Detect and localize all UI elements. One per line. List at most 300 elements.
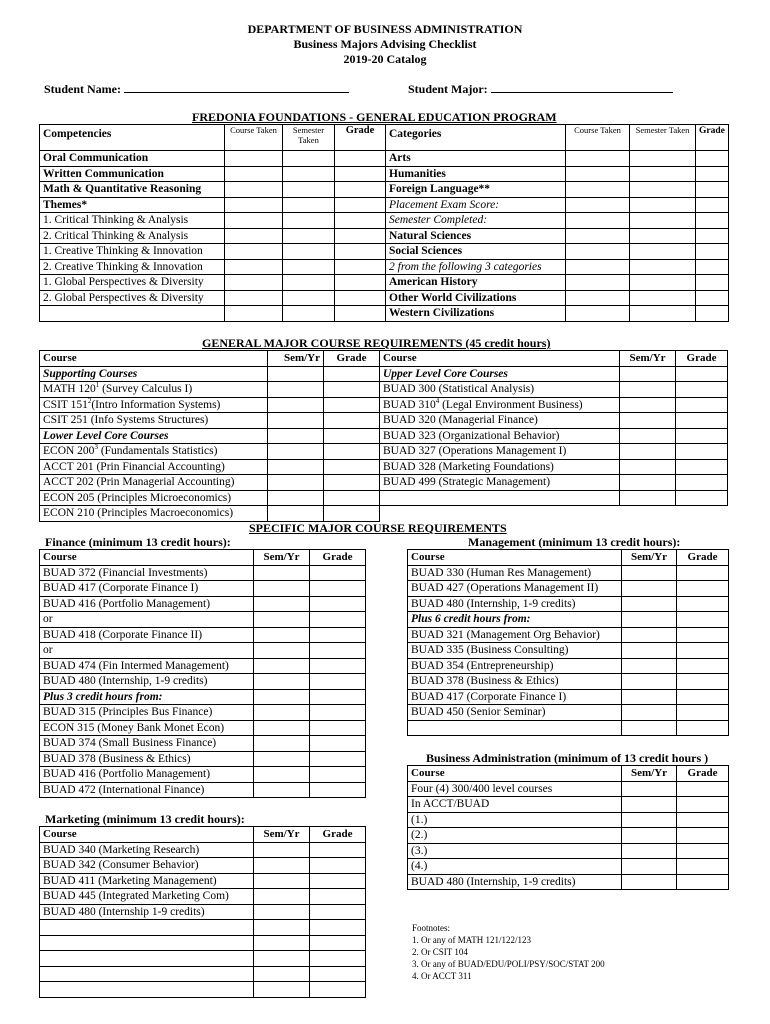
course-taken-cell[interactable]	[225, 275, 283, 291]
grade-cell[interactable]	[310, 627, 366, 643]
grade-cell[interactable]	[677, 612, 729, 628]
grade-cell[interactable]	[696, 275, 729, 291]
semyr-cell[interactable]	[620, 413, 676, 429]
semester-cell[interactable]	[630, 290, 696, 306]
semester-cell[interactable]	[630, 213, 696, 229]
course-cell: BUAD 372 (Financial Investments)	[40, 565, 254, 581]
table-row	[408, 689, 729, 705]
course-taken-cell[interactable]	[566, 182, 630, 198]
table-row	[408, 565, 729, 581]
semester-cell[interactable]	[283, 275, 335, 291]
course-cell: (2.)	[408, 828, 622, 844]
course-taken-cell[interactable]	[254, 904, 310, 920]
grade-cell[interactable]	[324, 382, 380, 398]
grade-cell[interactable]	[677, 596, 729, 612]
course-taken-cell[interactable]	[254, 581, 310, 597]
table-row	[40, 674, 366, 690]
table-row	[40, 213, 386, 229]
blank-course-cell[interactable]	[380, 490, 620, 506]
table-row	[408, 705, 729, 721]
grade-cell[interactable]	[324, 366, 380, 382]
course-cell: Plus 3 credit hours from:	[40, 689, 254, 705]
grade-cell[interactable]	[696, 306, 729, 322]
semyr-cell[interactable]	[620, 382, 676, 398]
table-row	[40, 658, 366, 674]
table-row	[386, 228, 729, 244]
grade-cell[interactable]	[677, 781, 729, 797]
grade-cell[interactable]	[324, 397, 380, 413]
grade-cell[interactable]	[335, 182, 386, 198]
grade-cell[interactable]	[676, 366, 728, 382]
grade-cell[interactable]	[676, 459, 728, 475]
grade-cell[interactable]	[310, 658, 366, 674]
supporting-courses-label: Supporting Courses	[40, 366, 268, 382]
semester-cell[interactable]	[283, 306, 335, 322]
student-name-field[interactable]	[44, 82, 349, 97]
table-row	[40, 873, 366, 889]
course-taken-cell[interactable]	[622, 581, 677, 597]
course-taken-cell[interactable]	[254, 627, 310, 643]
grade-cell[interactable]	[677, 565, 729, 581]
grade-cell[interactable]	[676, 475, 728, 491]
grade-cell[interactable]	[696, 213, 729, 229]
footnote-3: 3. Or any of BUAD/EDU/POLI/PSY/SOC/STAT 200	[412, 959, 605, 969]
table-row	[40, 782, 366, 798]
specific-major-title: SPECIFIC MAJOR COURSE REQUIREMENTS	[249, 521, 507, 535]
course-cell: BUAD 321 (Management Org Behavior)	[408, 627, 622, 643]
grade-cell[interactable]	[677, 843, 729, 859]
footnotes-title: Footnotes:	[412, 923, 451, 933]
finance-header-row	[40, 550, 366, 566]
grade-cell[interactable]	[310, 982, 366, 998]
course-cell: American History	[386, 275, 566, 291]
course-cell: BUAD 315 (Principles Bus Finance)	[40, 705, 254, 721]
semester-cell[interactable]	[283, 259, 335, 275]
course-taken-cell[interactable]	[622, 828, 677, 844]
course-taken-cell[interactable]	[622, 689, 677, 705]
course-taken-header: Course Taken	[566, 125, 630, 151]
course-taken-cell[interactable]	[254, 858, 310, 874]
course-taken-cell[interactable]	[254, 736, 310, 752]
course-taken-cell[interactable]	[566, 275, 630, 291]
student-name-label: Student Name:	[44, 82, 121, 96]
grade-cell[interactable]	[335, 290, 386, 306]
grade-cell[interactable]	[677, 674, 729, 690]
busadmin-header-row	[408, 766, 729, 782]
table-row	[40, 151, 386, 167]
course-taken-cell[interactable]	[566, 244, 630, 260]
grade-cell[interactable]	[310, 565, 366, 581]
grade-cell[interactable]	[696, 182, 729, 198]
busadmin-title: Business Administration (minimum of 13 credit hours )	[426, 751, 709, 765]
course-taken-cell[interactable]	[566, 290, 630, 306]
course-taken-cell[interactable]	[622, 859, 677, 875]
general-left-table	[39, 350, 380, 522]
grade-cell[interactable]	[324, 475, 380, 491]
lower-level-core-label: Lower Level Core Courses	[40, 428, 268, 444]
marketing-title: Marketing (minimum 13 credit hours):	[45, 812, 245, 826]
grade-cell[interactable]	[324, 506, 380, 522]
table-row	[386, 182, 729, 198]
table-row	[386, 244, 729, 260]
semester-cell[interactable]	[283, 166, 335, 182]
semyr-cell[interactable]	[268, 397, 324, 413]
grade-cell[interactable]	[324, 490, 380, 506]
course-header: Course	[40, 550, 254, 566]
grade-cell[interactable]	[310, 720, 366, 736]
grade-cell[interactable]	[310, 581, 366, 597]
grade-cell[interactable]	[310, 705, 366, 721]
table-row	[40, 904, 366, 920]
semyr-cell[interactable]	[268, 382, 324, 398]
grade-cell[interactable]	[677, 720, 729, 736]
grade-cell[interactable]	[335, 244, 386, 260]
course-taken-cell[interactable]	[254, 658, 310, 674]
course-taken-cell[interactable]	[254, 966, 310, 982]
course-taken-cell[interactable]	[622, 643, 677, 659]
course-cell: BUAD 354 (Entrepreneurship)	[408, 658, 622, 674]
grade-header: Grade	[310, 550, 366, 566]
course-cell: BUAD 418 (Corporate Finance II)	[40, 627, 254, 643]
grade-cell[interactable]	[677, 797, 729, 813]
grade-header: Grade	[677, 550, 729, 566]
table-row	[386, 306, 729, 322]
course-taken-cell[interactable]	[254, 643, 310, 659]
semester-cell[interactable]	[630, 275, 696, 291]
course-taken-cell[interactable]	[254, 689, 310, 705]
course-cell: Western Civilizations	[386, 306, 566, 322]
semester-cell[interactable]	[630, 151, 696, 167]
grade-cell[interactable]	[310, 674, 366, 690]
semyr-cell[interactable]	[620, 459, 676, 475]
table-row	[380, 382, 728, 398]
course-taken-cell[interactable]	[254, 705, 310, 721]
management-table	[407, 549, 729, 736]
table-row	[40, 720, 366, 736]
course-taken-cell[interactable]	[566, 151, 630, 167]
semester-cell[interactable]	[630, 244, 696, 260]
course-taken-cell[interactable]	[254, 782, 310, 798]
competencies-header-row	[40, 125, 386, 151]
blank-course-cell[interactable]	[40, 966, 254, 982]
table-row	[40, 428, 380, 444]
blank-course-cell[interactable]	[40, 306, 225, 322]
course-taken-cell[interactable]	[622, 596, 677, 612]
table-row	[40, 290, 386, 306]
grade-cell[interactable]	[676, 382, 728, 398]
grade-cell[interactable]	[335, 228, 386, 244]
grade-cell[interactable]	[310, 920, 366, 936]
course-taken-cell[interactable]	[622, 843, 677, 859]
grade-cell[interactable]	[310, 596, 366, 612]
grade-cell[interactable]	[676, 444, 728, 460]
table-row	[40, 306, 386, 322]
footnote-4: 4. Or ACCT 311	[412, 971, 472, 981]
grade-cell[interactable]	[335, 213, 386, 229]
course-taken-cell[interactable]	[622, 674, 677, 690]
course-taken-cell[interactable]	[622, 797, 677, 813]
course-taken-cell[interactable]	[566, 166, 630, 182]
semyr-cell[interactable]	[268, 459, 324, 475]
semyr-cell[interactable]	[620, 366, 676, 382]
marketing-table	[39, 826, 366, 998]
semester-cell[interactable]	[283, 244, 335, 260]
course-cell: Written Communication	[40, 166, 225, 182]
course-taken-cell[interactable]	[254, 935, 310, 951]
course-taken-cell[interactable]	[225, 197, 283, 213]
course-taken-cell[interactable]	[254, 842, 310, 858]
course-header: Course	[40, 351, 268, 367]
semyr-cell[interactable]	[620, 490, 676, 506]
table-row	[40, 889, 366, 905]
grade-cell[interactable]	[310, 751, 366, 767]
semester-cell[interactable]	[630, 166, 696, 182]
course-taken-cell[interactable]	[254, 751, 310, 767]
course-taken-cell[interactable]	[622, 658, 677, 674]
grade-cell[interactable]	[310, 904, 366, 920]
semyr-cell[interactable]	[268, 413, 324, 429]
grade-cell[interactable]	[335, 197, 386, 213]
semyr-cell[interactable]	[268, 444, 324, 460]
semester-cell[interactable]	[283, 290, 335, 306]
course-taken-cell[interactable]	[225, 213, 283, 229]
grade-cell[interactable]	[696, 166, 729, 182]
course-cell: 1. Critical Thinking & Analysis	[40, 213, 225, 229]
semester-cell[interactable]	[283, 182, 335, 198]
semester-cell[interactable]	[630, 259, 696, 275]
student-major-line[interactable]	[491, 82, 673, 93]
table-row	[40, 643, 366, 659]
table-row	[40, 736, 366, 752]
grade-cell[interactable]	[335, 151, 386, 167]
table-row	[408, 843, 729, 859]
table-row	[408, 581, 729, 597]
grade-cell[interactable]	[696, 259, 729, 275]
grade-cell[interactable]	[696, 228, 729, 244]
grade-cell[interactable]	[310, 767, 366, 783]
grade-cell[interactable]	[677, 658, 729, 674]
grade-cell[interactable]	[335, 306, 386, 322]
table-row	[386, 166, 729, 182]
table-row	[386, 213, 729, 229]
grade-cell[interactable]	[677, 859, 729, 875]
grade-cell[interactable]	[310, 951, 366, 967]
course-cell: Other World Civilizations	[386, 290, 566, 306]
table-row	[408, 781, 729, 797]
finance-title: Finance (minimum 13 credit hours):	[45, 535, 231, 549]
grade-cell[interactable]	[324, 413, 380, 429]
semyr-cell[interactable]	[620, 428, 676, 444]
course-cell: (4.)	[408, 859, 622, 875]
course-taken-cell[interactable]	[566, 213, 630, 229]
table-row	[408, 720, 729, 736]
course-taken-cell[interactable]	[622, 720, 677, 736]
grade-cell[interactable]	[335, 275, 386, 291]
course-taken-cell[interactable]	[254, 920, 310, 936]
semyr-cell[interactable]	[620, 475, 676, 491]
grade-cell[interactable]	[324, 428, 380, 444]
table-row	[40, 166, 386, 182]
semyr-cell[interactable]	[620, 397, 676, 413]
course-header: Course	[408, 550, 622, 566]
student-name-line[interactable]	[124, 82, 349, 93]
grade-cell[interactable]	[335, 166, 386, 182]
semyr-cell[interactable]	[268, 475, 324, 491]
course-cell: Four (4) 300/400 level courses	[408, 781, 622, 797]
semester-cell[interactable]	[630, 306, 696, 322]
grade-cell[interactable]	[335, 259, 386, 275]
grade-cell[interactable]	[677, 828, 729, 844]
blank-course-cell[interactable]	[408, 720, 622, 736]
semyr-cell[interactable]	[268, 490, 324, 506]
table-row	[380, 366, 728, 382]
table-row	[40, 705, 366, 721]
management-title: Management (minimum 13 credit hours):	[468, 535, 681, 549]
course-cell: 1. Global Perspectives & Diversity	[40, 275, 225, 291]
course-taken-cell[interactable]	[225, 166, 283, 182]
course-cell: BUAD 480 (Internship, 1-9 credits)	[408, 596, 622, 612]
table-row	[408, 658, 729, 674]
semyr-cell[interactable]	[268, 428, 324, 444]
course-buad-499: BUAD 499 (Strategic Management)	[380, 475, 620, 491]
semyr-cell[interactable]	[268, 366, 324, 382]
course-taken-cell[interactable]	[225, 290, 283, 306]
semyr-header: Sem/Yr	[622, 766, 677, 782]
semester-cell[interactable]	[630, 182, 696, 198]
grade-cell[interactable]	[677, 705, 729, 721]
grade-cell[interactable]	[310, 873, 366, 889]
grade-header: Grade	[676, 351, 728, 367]
course-taken-cell[interactable]	[566, 259, 630, 275]
grade-cell[interactable]	[676, 490, 728, 506]
course-taken-cell[interactable]	[622, 627, 677, 643]
blank-course-cell[interactable]	[40, 951, 254, 967]
course-cell: BUAD 416 (Portfolio Management)	[40, 596, 254, 612]
grade-cell[interactable]	[310, 842, 366, 858]
student-major-label: Student Major:	[408, 82, 488, 96]
grade-cell[interactable]	[696, 197, 729, 213]
semester-cell[interactable]	[630, 197, 696, 213]
grade-cell[interactable]	[310, 782, 366, 798]
grade-cell[interactable]	[676, 413, 728, 429]
semester-cell[interactable]	[630, 228, 696, 244]
course-cell: BUAD 450 (Senior Seminar)	[408, 705, 622, 721]
course-taken-cell[interactable]	[254, 767, 310, 783]
grade-cell[interactable]	[677, 643, 729, 659]
grade-cell[interactable]	[310, 643, 366, 659]
grade-cell[interactable]	[677, 812, 729, 828]
course-taken-cell[interactable]	[622, 781, 677, 797]
grade-cell[interactable]	[310, 858, 366, 874]
course-taken-cell[interactable]	[566, 228, 630, 244]
grade-cell[interactable]	[310, 966, 366, 982]
course-taken-cell[interactable]	[622, 874, 677, 890]
blank-course-cell[interactable]	[40, 982, 254, 998]
table-row	[40, 581, 366, 597]
course-taken-cell[interactable]	[254, 720, 310, 736]
grade-cell[interactable]	[310, 689, 366, 705]
grade-cell[interactable]	[677, 627, 729, 643]
grade-cell[interactable]	[677, 689, 729, 705]
course-taken-cell[interactable]	[254, 982, 310, 998]
table-row	[40, 966, 366, 982]
grade-cell[interactable]	[676, 397, 728, 413]
course-buad-323: BUAD 323 (Organizational Behavior)	[380, 428, 620, 444]
table-row	[408, 674, 729, 690]
course-cell: BUAD 374 (Small Business Finance)	[40, 736, 254, 752]
semyr-cell[interactable]	[620, 444, 676, 460]
course-cell: 2 from the following 3 categories	[386, 259, 566, 275]
grade-cell[interactable]	[677, 581, 729, 597]
blank-course-cell[interactable]	[40, 935, 254, 951]
course-taken-cell[interactable]	[254, 951, 310, 967]
course-cell: BUAD 342 (Consumer Behavior)	[40, 858, 254, 874]
table-row	[380, 459, 728, 475]
course-taken-cell[interactable]	[254, 565, 310, 581]
course-buad-310: BUAD $310^4$ (Legal Environment Business)	[380, 397, 620, 413]
course-taken-cell[interactable]	[622, 705, 677, 721]
semester-cell[interactable]	[283, 213, 335, 229]
course-taken-cell[interactable]	[566, 197, 630, 213]
grade-cell[interactable]	[324, 459, 380, 475]
course-taken-cell[interactable]	[225, 228, 283, 244]
grade-cell[interactable]	[676, 428, 728, 444]
table-row	[40, 982, 366, 998]
grade-cell[interactable]	[310, 736, 366, 752]
grade-cell[interactable]	[696, 244, 729, 260]
student-major-field[interactable]	[408, 82, 673, 97]
grade-cell[interactable]	[677, 874, 729, 890]
grade-cell[interactable]	[696, 151, 729, 167]
course-taken-cell[interactable]	[254, 674, 310, 690]
semyr-cell[interactable]	[268, 506, 324, 522]
course-taken-cell[interactable]	[254, 873, 310, 889]
course-taken-cell[interactable]	[622, 565, 677, 581]
course-taken-cell[interactable]	[225, 244, 283, 260]
course-taken-cell[interactable]	[566, 306, 630, 322]
course-header: Course	[408, 766, 622, 782]
table-row	[386, 151, 729, 167]
course-cell: Social Sciences	[386, 244, 566, 260]
course-econ-210: ECON 210 (Principles Macroeconomics)	[40, 506, 268, 522]
grade-cell[interactable]	[310, 612, 366, 628]
grade-cell[interactable]	[310, 889, 366, 905]
categories-table	[385, 124, 729, 322]
course-taken-cell[interactable]	[225, 151, 283, 167]
course-cell: BUAD 480 (Internship, 1-9 credits)	[408, 874, 622, 890]
blank-course-cell[interactable]	[40, 920, 254, 936]
table-row	[408, 859, 729, 875]
course-taken-cell[interactable]	[225, 259, 283, 275]
course-cell: BUAD 416 (Portfolio Management)	[40, 767, 254, 783]
course-taken-cell[interactable]	[622, 812, 677, 828]
semester-cell[interactable]	[283, 228, 335, 244]
grade-cell[interactable]	[310, 935, 366, 951]
grade-cell[interactable]	[324, 444, 380, 460]
course-cell: BUAD 378 (Business & Ethics)	[40, 751, 254, 767]
course-taken-cell[interactable]	[225, 306, 283, 322]
grade-cell[interactable]	[696, 290, 729, 306]
course-taken-cell[interactable]	[622, 612, 677, 628]
course-taken-cell[interactable]	[254, 596, 310, 612]
course-taken-cell[interactable]	[225, 182, 283, 198]
course-taken-cell[interactable]	[254, 612, 310, 628]
semester-cell[interactable]	[283, 151, 335, 167]
table-row	[40, 842, 366, 858]
course-cell: BUAD 417 (Corporate Finance I)	[408, 689, 622, 705]
course-taken-cell[interactable]	[254, 889, 310, 905]
semester-cell[interactable]	[283, 197, 335, 213]
